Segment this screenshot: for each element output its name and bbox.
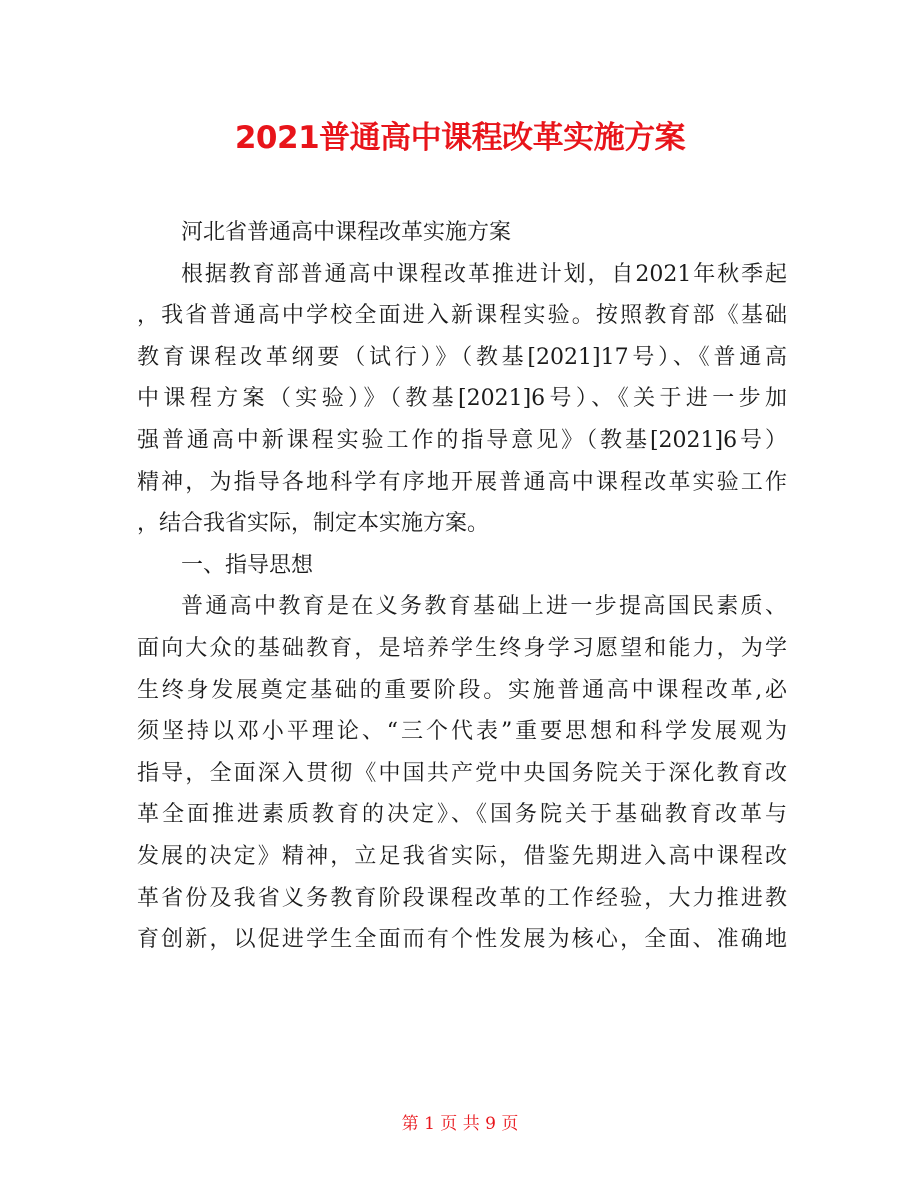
body-line: 生终身发展奠定基础的重要阶段。实施普通高中课程改革,必 xyxy=(137,677,787,703)
body-line: 育创新，以促进学生全面而有个性发展为核心，全面、准确地 xyxy=(137,927,787,953)
body-line: 精神，为指导各地科学有序地开展普通高中课程改革实验工作 xyxy=(137,469,787,495)
body-line: 革全面推进素质教育的决定》、《国务院关于基础教育改革与 xyxy=(137,802,787,828)
body-line: 革省份及我省义务教育阶段课程改革的工作经验，大力推进教 xyxy=(137,885,787,911)
body-line: 发展的决定》精神，立足我省实际，借鉴先期进入高中课程改 xyxy=(137,843,787,869)
body-line: 根据教育部普通高中课程改革推进计划，自2021年秋季起 xyxy=(181,261,787,287)
body-line: 强普通高中新课程实验工作的指导意见》（教基[2021]6号） xyxy=(137,427,787,453)
page-footer: 第 1 页 共 9 页 xyxy=(401,1114,519,1134)
body-line: 河北省普通高中课程改革实施方案 xyxy=(181,220,512,245)
document-title: 2021普通高中课程改革实施方案 xyxy=(234,120,686,156)
body-line: 指导，全面深入贯彻《中国共产党中央国务院关于深化教育改 xyxy=(137,760,787,786)
body-line: ，结合我省实际，制定本实施方案。 xyxy=(137,511,490,537)
body-line: 普通高中教育是在义务教育基础上进一步提高国民素质、 xyxy=(181,594,787,620)
body-line: 中课程方案（实验）》（教基[2021]6号）、《关于进一步加 xyxy=(137,386,787,412)
body-line: 面向大众的基础教育，是培养学生终身学习愿望和能力，为学 xyxy=(137,635,787,661)
body-line: 一、指导思想 xyxy=(181,552,314,578)
body-line: 须坚持以邓小平理论、“三个代表”重要思想和科学发展观为 xyxy=(137,719,787,745)
body-line: ，我省普通高中学校全面进入新课程实验。按照教育部《基础 xyxy=(137,303,787,329)
document-body xyxy=(137,212,787,961)
body-line: 教育课程改革纲要（试行）》（教基[2021]17号）、《普通高 xyxy=(137,344,787,370)
